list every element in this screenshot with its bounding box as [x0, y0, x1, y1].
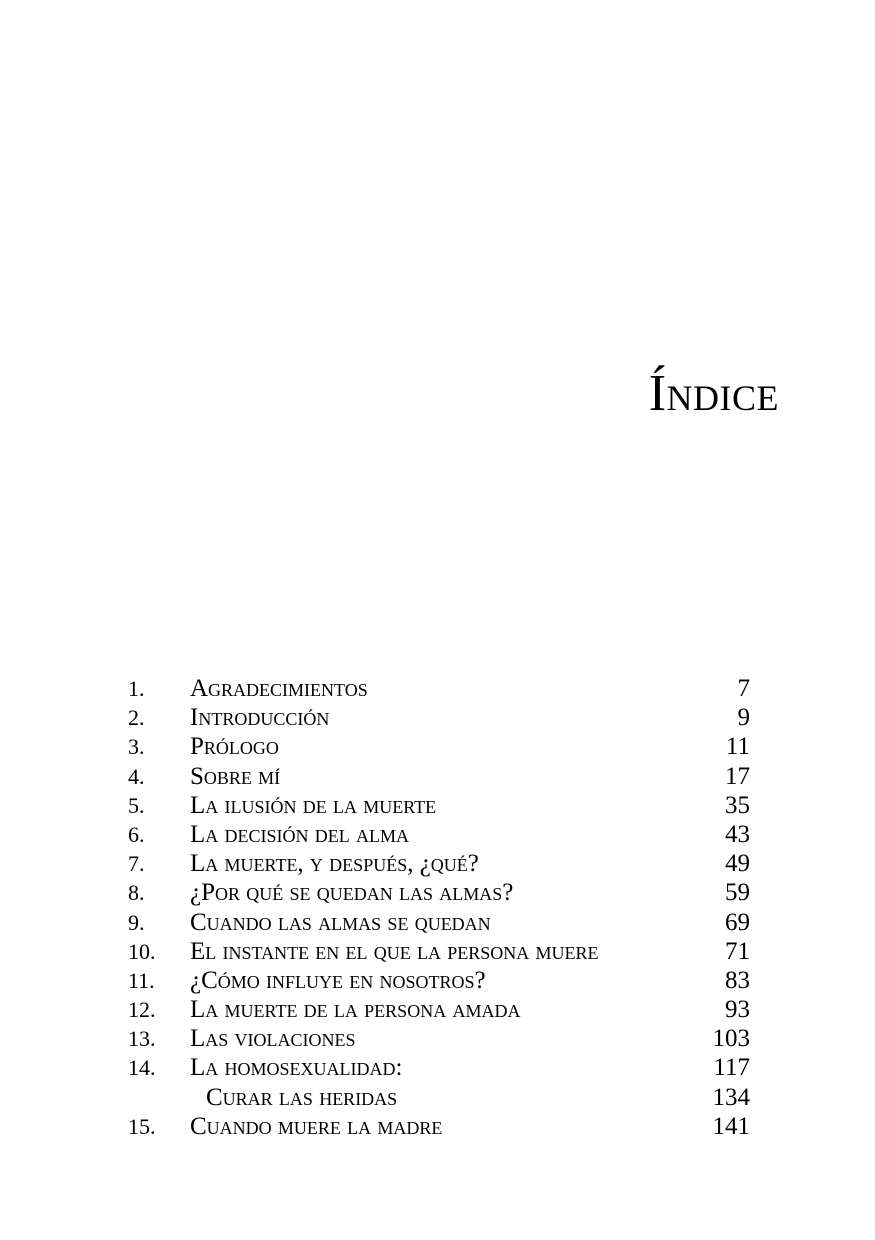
toc-entry [128, 1112, 750, 1141]
toc-entry [128, 1053, 750, 1082]
entry-number: 4. [128, 763, 145, 789]
entry-page: 141 [712, 1112, 750, 1140]
entry-number: 12. [128, 997, 156, 1023]
entry-number: 1. [128, 676, 145, 701]
entry-page: 134 [712, 1083, 750, 1111]
entry-page: 69 [725, 908, 750, 936]
toc-entry [128, 703, 750, 732]
entry-page: 83 [725, 966, 750, 994]
entry-title: El instante en el que la persona muere [190, 937, 599, 965]
entry-number: 15. [128, 1113, 156, 1139]
entry-title: Cuando las almas se quedan [190, 908, 491, 936]
entry-title: Prólogo [190, 733, 279, 761]
entry-number: 14. [128, 1055, 156, 1081]
entry-page: 9 [737, 704, 750, 732]
entry-title: La muerte de la persona amada [190, 996, 521, 1024]
toc-entry [128, 966, 750, 995]
toc-entry [128, 762, 750, 791]
entry-page: 43 [725, 820, 750, 848]
toc-entry [128, 732, 750, 761]
table-of-contents [128, 674, 750, 1141]
entry-title: ¿Cómo influye en nosotros? [190, 966, 486, 994]
entry-title: La ilusión de la muerte [190, 791, 437, 819]
toc-entry [128, 791, 750, 820]
entry-number: 2. [128, 705, 145, 731]
toc-entry [128, 908, 750, 937]
page-title: Índice [648, 365, 779, 422]
entry-title: Cuando muere la madre [190, 1112, 443, 1140]
entry-number: 6. [128, 821, 145, 847]
entry-number: 11. [128, 967, 155, 993]
entry-title: Sobre mí [190, 762, 281, 790]
entry-page: 71 [725, 937, 750, 965]
toc-entry [128, 1024, 750, 1053]
entry-page: 117 [713, 1054, 750, 1082]
entry-title: La homosexualidad: [190, 1054, 403, 1082]
toc-entry [128, 937, 750, 966]
entry-page: 49 [725, 850, 750, 878]
entry-title: Introducción [190, 704, 330, 732]
toc-entry [128, 820, 750, 849]
entry-page: 35 [725, 791, 750, 819]
toc-entry [128, 995, 750, 1024]
toc-entry [128, 674, 750, 703]
entry-title: Agradecimientos [190, 675, 368, 702]
entry-page: 17 [725, 762, 750, 790]
entry-title: Las violaciones [190, 1025, 356, 1053]
entry-title: ¿Por qué se quedan las almas? [190, 879, 514, 907]
entry-page: 59 [725, 879, 750, 907]
entry-page: 7 [737, 675, 750, 702]
entry-page: 11 [725, 733, 750, 761]
entry-number: 8. [128, 880, 145, 906]
entry-number: 10. [128, 938, 156, 964]
entry-number: 3. [128, 734, 145, 760]
toc-entry [128, 878, 750, 907]
entry-title: La decisión del alma [190, 820, 410, 848]
entry-title: Curar las heridas [206, 1083, 398, 1111]
entry-number: 13. [128, 1026, 156, 1052]
entry-title: La muerte, y después, ¿qué? [190, 850, 479, 878]
entry-number: 5. [128, 792, 145, 818]
entry-number: 7. [128, 851, 145, 877]
toc-subentry [128, 1083, 750, 1112]
entry-page: 103 [712, 1025, 750, 1053]
entry-page: 93 [725, 996, 750, 1024]
toc-entry [128, 849, 750, 878]
entry-number: 9. [128, 909, 145, 935]
